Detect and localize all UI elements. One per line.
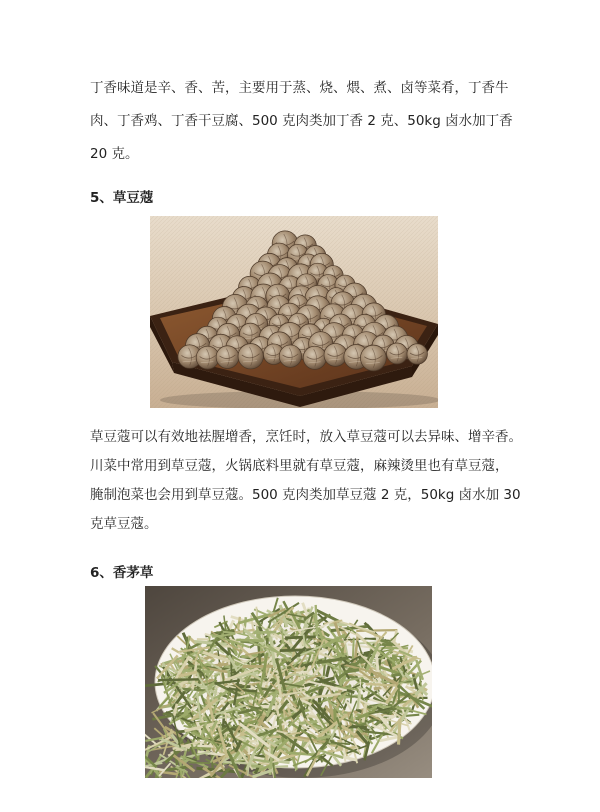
lemongrass-strand <box>189 763 211 764</box>
tsaoko-pod <box>303 346 326 369</box>
lemongrass-strand <box>316 605 317 636</box>
section-5-photo <box>150 216 438 408</box>
lemongrass-strand <box>197 746 218 747</box>
paragraph-line: 肉、丁香鸡、丁香干豆腐、500 克肉类加丁香 2 克、50kg 卤水加丁香 <box>90 113 513 129</box>
section-6-heading: 6、香茅草 <box>90 565 154 581</box>
lemongrass-strand <box>229 666 230 678</box>
paragraph-line: 草豆蔻可以有效地祛腥增香，烹饪时，放入草豆蔻可以去异味、增辛香。 <box>90 429 522 445</box>
tsaoko-pod <box>324 343 347 366</box>
tsaoko-pod <box>238 344 263 369</box>
lemongrass-strand <box>251 766 263 767</box>
section-6-photo <box>145 586 432 778</box>
lemongrass-strand <box>399 719 401 745</box>
lemongrass-strand <box>393 654 394 673</box>
tsaoko-pod <box>196 346 219 369</box>
tsaoko-pod <box>279 345 301 367</box>
tsaoko-pod <box>387 343 408 364</box>
paragraph-line: 腌制泡菜也会用到草豆蔻。500 克肉类加草豆蔻 2 克，50kg 卤水加 30 <box>90 487 521 503</box>
tsaoko-pod <box>360 345 386 371</box>
paragraph-line: 丁香味道是辛、香、苦，主要用于蒸、烧、煨、煮、卤等菜肴，丁香牛 <box>90 80 509 96</box>
lemongrass-strand <box>353 638 354 661</box>
lemongrass-strand <box>158 679 199 680</box>
lemongrass-strand <box>366 684 397 686</box>
tsaoko-pod <box>216 346 239 369</box>
paragraph-line: 克草豆蔻。 <box>90 516 158 532</box>
paragraph-line: 川菜中常用到草豆蔻，火锅底料里就有草豆蔻，麻辣烫里也有草豆蔻， <box>90 458 509 474</box>
paragraph-line: 20 克。 <box>90 146 139 162</box>
lemongrass-strand <box>236 640 264 641</box>
lemongrass-strand <box>383 716 396 717</box>
lemongrass-strand <box>329 624 347 625</box>
lemongrass-strand <box>253 632 276 633</box>
lemongrass-strand <box>166 670 167 687</box>
tsaoko-pod <box>407 344 427 364</box>
section-5-heading: 5、草豆蔻 <box>90 190 154 206</box>
lemongrass-strand <box>296 672 308 673</box>
